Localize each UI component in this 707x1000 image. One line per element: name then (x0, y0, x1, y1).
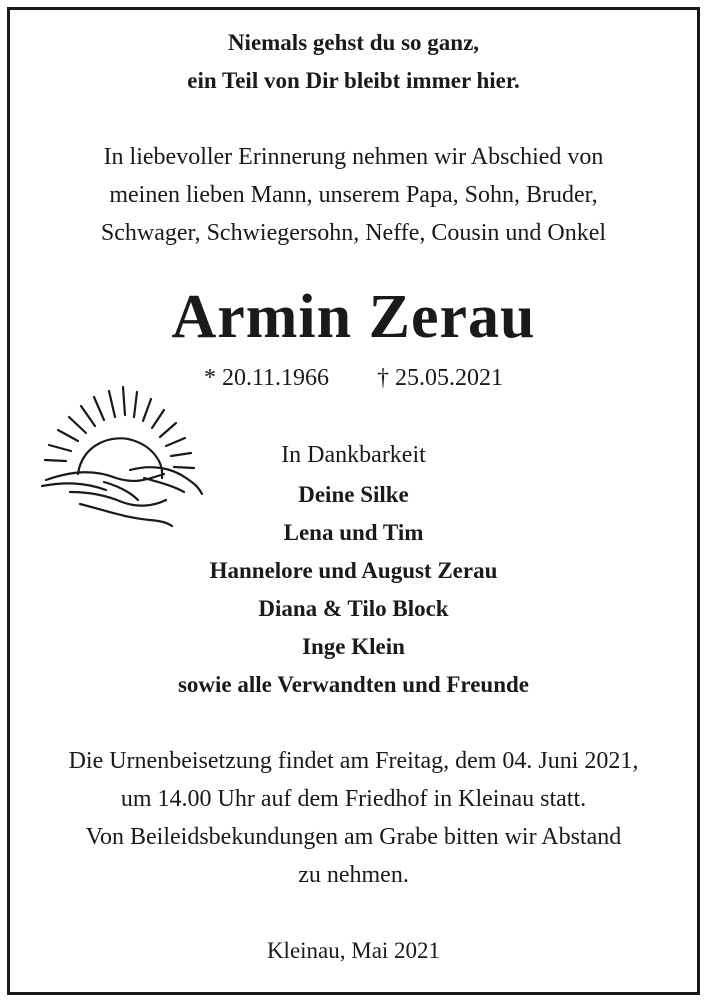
obituary-frame (7, 7, 700, 995)
mourner-name: Deine Silke (298, 482, 409, 507)
verse-line-2: ein Teil von Dir bleibt immer hier. (187, 68, 520, 93)
mourner-name: Inge Klein (302, 634, 405, 659)
funeral-line-1: Die Urnenbeisetzung findet am Freitag, dem 04. Juni 2021, (68, 748, 639, 774)
mourner-name: sowie alle Verwandten und Freunde (177, 672, 529, 697)
intro-line-2: meinen lieben Mann, unserem Papa, Sohn, Bruder, (109, 182, 598, 208)
intro-line-3: Schwager, Schwiegersohn, Neffe, Cousin und Onkel (100, 220, 607, 246)
verse-line-1: Niemals gehst du so ganz, (227, 30, 480, 55)
mourner-name: Diana & Tilo Block (258, 596, 449, 621)
mourners-heading: In Dankbarkeit (281, 442, 426, 468)
funeral-line-4: zu nehmen. (298, 862, 409, 888)
death-date: † 25.05.2021 (377, 365, 504, 391)
mourner-name: Hannelore und August Zerau (209, 558, 498, 583)
birth-date: * 20.11.1966 (203, 365, 330, 391)
funeral-line-3: Von Beileidsbekundungen am Grabe bitten wir Abstand (85, 824, 622, 850)
funeral-line-2: um 14.00 Uhr auf dem Friedhof in Kleinau statt. (120, 786, 587, 812)
intro-line-1: In liebevoller Erinnerung nehmen wir Abschied von (103, 144, 604, 170)
mourner-name: Lena und Tim (283, 520, 424, 545)
deceased-name: Armin Zerau (171, 283, 536, 351)
place-and-date: Kleinau, Mai 2021 (266, 938, 441, 963)
